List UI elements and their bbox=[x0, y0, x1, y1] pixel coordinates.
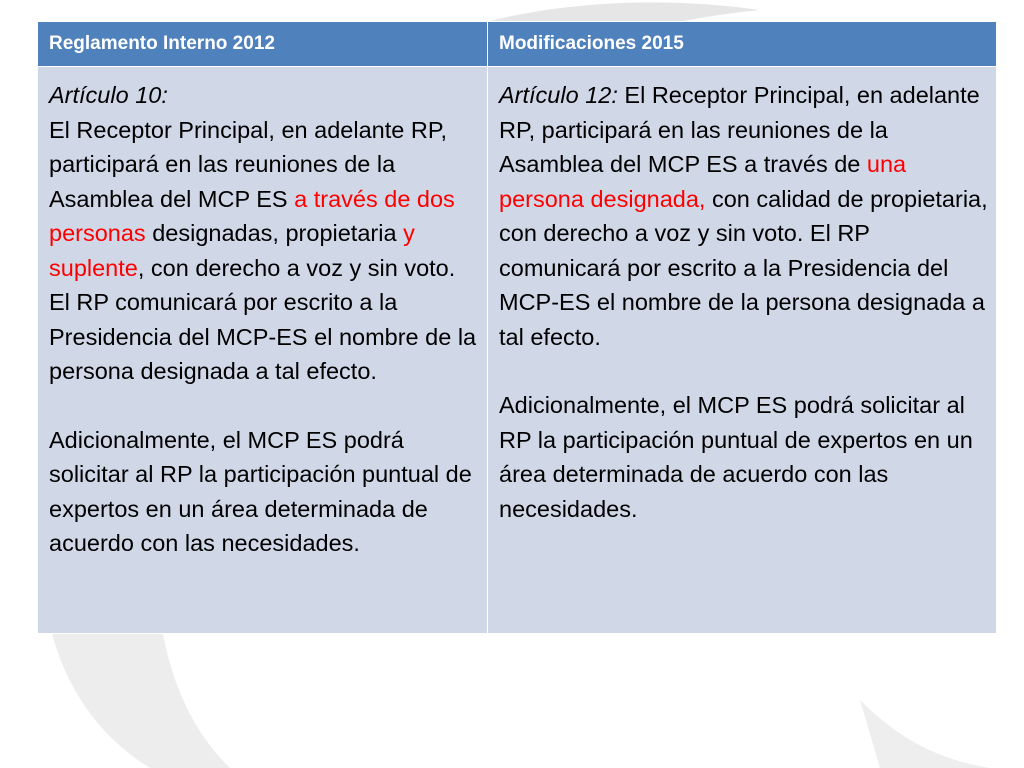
right-paragraph-2: Adicionalmente, el MCP ES podrá solicitar al RP la participación puntual de expertos en un área determinada de acuerdo con las necesidades. bbox=[499, 392, 973, 522]
left-paragraph-spacer bbox=[49, 389, 479, 423]
right-text-a: El Receptor Principal, en adelante RP, participará en las reuniones de la Asamblea del MCP ES a través de bbox=[499, 82, 980, 177]
right-highlight: una persona designada, bbox=[499, 151, 907, 212]
left-article-heading: Artículo 10: bbox=[49, 82, 168, 108]
right-paragraph-1 bbox=[499, 78, 988, 354]
right-text-b: con calidad de propietaria, con derecho a voz y sin voto. El RP comunicará por escrito a la Presidencia del MCP-ES el nombre de la persona designada a tal efecto. bbox=[499, 185, 988, 350]
cell-modificaciones-2015 bbox=[488, 67, 997, 634]
left-paragraph-2: Adicionalmente, el MCP ES podrá solicitar al RP la participación puntual de expertos en un área determinada de acuerdo con las necesidades. bbox=[49, 426, 472, 556]
left-text-c: , con derecho a voz y sin voto. El RP comunicará por escrito a la Presidencia del MCP-ES el nombre de la persona designada a tal efecto. bbox=[49, 254, 477, 384]
content-row bbox=[38, 67, 997, 634]
left-text-b: designadas, propietaria bbox=[145, 220, 404, 246]
left-text-a: El Receptor Principal, en adelante RP, participará en las reuniones de la Asamblea del MCP ES bbox=[49, 116, 447, 212]
header-modificaciones-2015: Modificaciones 2015 bbox=[488, 22, 997, 67]
left-highlight-1: a través de dos personas bbox=[49, 185, 455, 246]
header-reglamento-2012: Reglamento Interno 2012 bbox=[38, 22, 488, 67]
right-paragraph-spacer bbox=[499, 354, 988, 388]
right-article-heading: Artículo 12: bbox=[499, 82, 618, 108]
left-highlight-2: y suplente bbox=[49, 220, 415, 281]
cell-reglamento-2012 bbox=[38, 67, 488, 634]
left-paragraph-1 bbox=[49, 78, 479, 389]
header-row bbox=[38, 22, 997, 67]
comparison-table bbox=[37, 21, 997, 634]
